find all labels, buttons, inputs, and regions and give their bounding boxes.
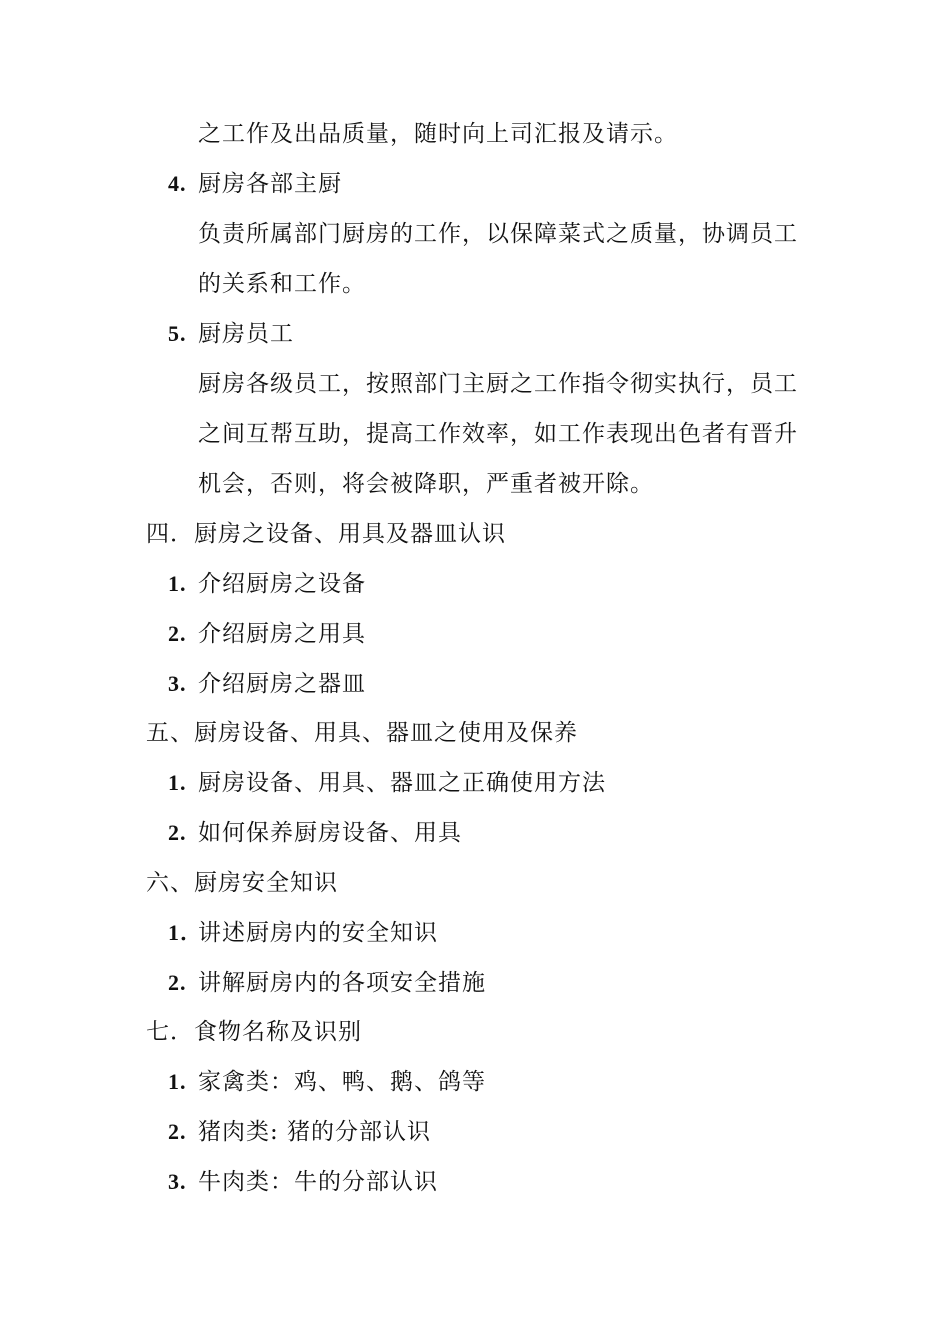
item-text: 讲解厨房内的各项安全措施: [198, 970, 486, 996]
list-item: [168, 818, 462, 848]
list-item: [168, 669, 366, 699]
item-number: 3.: [168, 1169, 187, 1194]
list-item: [168, 1117, 431, 1147]
item-text: 家禽类：鸡、鸭、鹅、鸽等: [198, 1069, 486, 1095]
list-item: [168, 569, 366, 599]
item-number: 2.: [168, 970, 187, 995]
item-number: 1.: [168, 770, 187, 795]
item-text: 介绍厨房之用具: [198, 621, 366, 647]
list-item: [168, 968, 486, 998]
item-title: 厨房员工: [198, 321, 294, 347]
list-item: [168, 319, 294, 349]
item-text: 厨房设备、用具、器皿之正确使用方法: [198, 770, 606, 796]
item-number: 2.: [168, 621, 187, 646]
section-heading: 六、厨房安全知识: [146, 870, 338, 896]
list-item: [168, 768, 606, 798]
list-item: [168, 169, 342, 199]
section-heading: 四．厨房之设备、用具及器皿认识: [146, 521, 506, 547]
item-number: 2.: [168, 820, 187, 845]
paragraph-line: 负责所属部门厨房的工作，以保障菜式之质量，协调员工: [198, 221, 798, 247]
item-number: 4.: [168, 171, 187, 196]
item-text: 介绍厨房之器皿: [198, 671, 366, 697]
item-number: 1.: [168, 571, 187, 596]
item-number: 2.: [168, 1119, 187, 1144]
paragraph-line: 机会，否则，将会被降职，严重者被开除。: [198, 471, 654, 497]
item-text: 如何保养厨房设备、用具: [198, 820, 462, 846]
paragraph-line: 之工作及出品质量，随时向上司汇报及请示。: [198, 121, 678, 147]
paragraph-line: 之间互帮互助，提高工作效率，如工作表现出色者有晋升: [198, 421, 798, 447]
item-title: 厨房各部主厨: [198, 171, 342, 197]
section-heading: 五、厨房设备、用具、器皿之使用及保养: [146, 720, 578, 746]
item-text: 讲述厨房内的安全知识: [198, 920, 438, 946]
section-heading: 七．食物名称及识别: [146, 1019, 362, 1045]
list-item: [168, 918, 438, 948]
paragraph-line: 厨房各级员工，按照部门主厨之工作指令彻实执行，员工: [198, 371, 798, 397]
list-item: [168, 1167, 438, 1197]
item-number: 5.: [168, 321, 187, 346]
item-text: 介绍厨房之设备: [198, 571, 366, 597]
item-number: 1．: [168, 920, 204, 945]
item-number: 3.: [168, 671, 187, 696]
list-item: [168, 619, 366, 649]
item-number: 1.: [168, 1069, 187, 1094]
paragraph-line: 的关系和工作。: [198, 271, 366, 297]
item-text: 牛肉类：牛的分部认识: [198, 1169, 438, 1195]
item-text: 猪肉类: 猪的分部认识: [198, 1119, 432, 1145]
list-item: [168, 1067, 486, 1097]
